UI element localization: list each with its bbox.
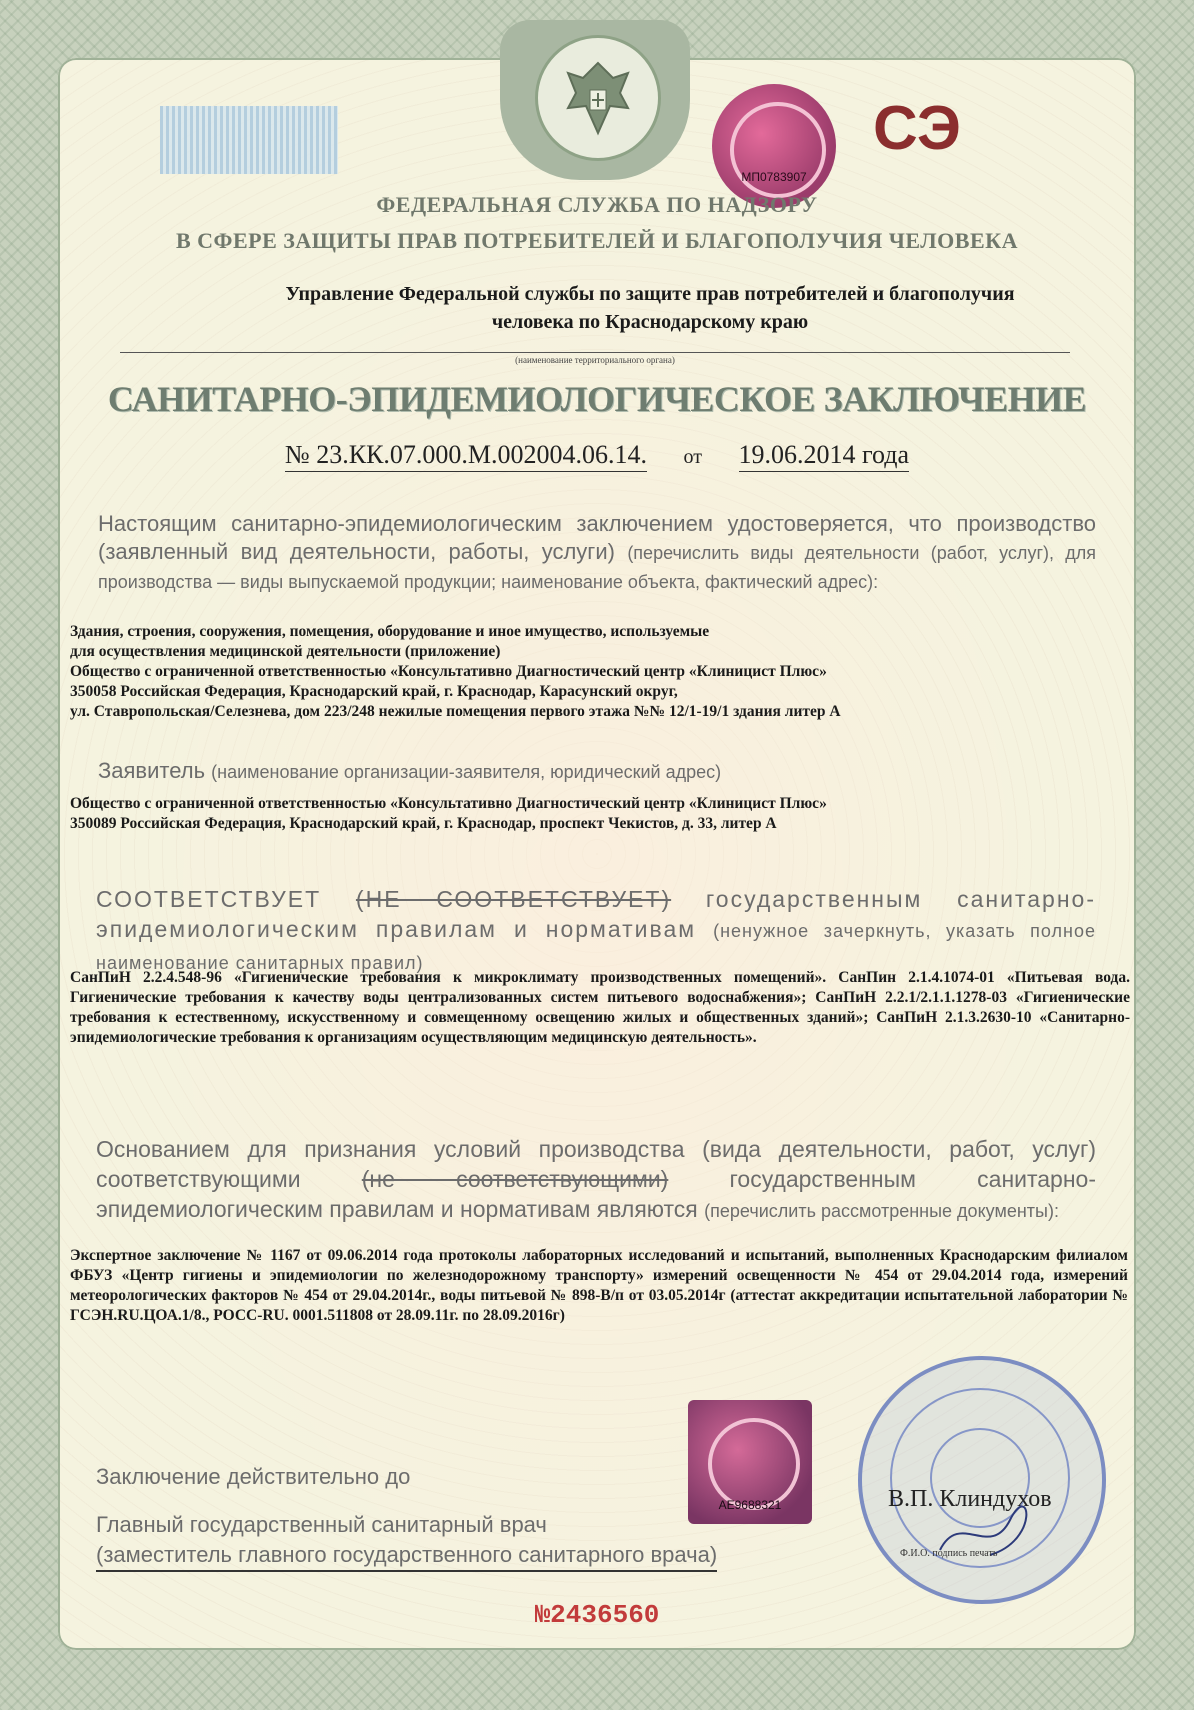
- sanitary-rules-list: СанПиН 2.2.4.548-96 «Гигиенические требования к микроклимату производственных помещений». СанПин 2.1.4.1074-01 «Питьевая вода. Гигиенические требования к качеству воды централизованных систем питьевого водоснабжения»; СанПиН 2.2.1/2.1.1.1278-03 «Гигиенические требования к естественному, искусственному и совмещенному освещению жилых и общественных зданий»; СанПиН 2.1.3.2630-10 «Санитарно-эпидемиологические требования к организациям осуществляющим медицинскую деятельность».: [70, 969, 1130, 1046]
- applicant-details: [70, 794, 1130, 834]
- document-number: № 23.КК.07.000.М.002004.06.14.: [285, 440, 647, 472]
- territorial-department: [160, 280, 1140, 336]
- document-number-line: [0, 440, 1194, 470]
- serial-number: №2436560: [534, 1600, 660, 1630]
- compliance-note: (ненужное зачеркнуть, указать полное наименование санитарных правил): [96, 921, 1096, 973]
- document-title: САНИТАРНО-ЭПИДЕМИОЛОГИЧЕСКОЕ ЗАКЛЮЧЕНИЕ: [107, 379, 1087, 419]
- applicant-line: 350089 Российская Федерация, Краснодарский край, г. Краснодар, проспект Чекистов, д. 33, литер А: [70, 815, 777, 832]
- hologram-seal-icon: [688, 1400, 812, 1524]
- object-description: [70, 622, 1130, 722]
- basis-text-a: Основанием для признания условий производства (вида деятельности, работ, услуг) соответствующими: [96, 1136, 1096, 1192]
- intro-paragraph: [98, 510, 1096, 596]
- divider: [120, 352, 1070, 353]
- document-date: 19.06.2014 года: [739, 440, 910, 472]
- signature-scribble-icon: [930, 1500, 1050, 1570]
- basis-statement: [96, 1134, 1096, 1226]
- department-line2: человека по Краснодарскому краю: [491, 311, 809, 333]
- intro-text: Настоящим санитарно-эпидемиологическим заключением удостоверяется, что производство (заявленный вид деятельности, работы, услуги): [98, 511, 1096, 564]
- applicant-label: Заявитель: [98, 758, 206, 783]
- object-line: Общество с ограниченной ответственностью «Консультативно Диагностический центр «Клиницист Плюс»: [70, 663, 827, 680]
- applicant-note: (наименование организации-заявителя, юридический адрес): [211, 762, 722, 782]
- hologram-code: АЕ9688321: [718, 1498, 782, 1512]
- complies-word: СООТВЕТСТВУЕТ: [96, 886, 322, 912]
- from-label: от: [683, 446, 703, 468]
- object-line: ул. Ставропольская/Селезнева, дом 223/248 нежилые помещения первого этажа №№ 12/1-19/1 здания литер А: [70, 703, 841, 720]
- applicant-line: Общество с ограниченной ответственностью «Консультативно Диагностический центр «Клиницист Плюс»: [70, 795, 827, 812]
- basis-struck: (не соответствующими): [361, 1166, 669, 1192]
- not-complies-struck: (НЕ СООТВЕТСТВУЕТ): [355, 886, 672, 912]
- signature-caption: Ф.И.О. подпись печать: [900, 1548, 998, 1559]
- coat-of-arms-emblem: [490, 10, 700, 190]
- object-line: Здания, строения, сооружения, помещения, оборудование и иное имущество, используемые: [70, 623, 710, 640]
- object-line: для осуществления медицинской деятельности (приложение): [70, 643, 501, 660]
- applicant-heading: [98, 758, 1096, 784]
- hologram-strip: [160, 106, 338, 174]
- basis-note: (перечислить рассмотренные документы):: [704, 1201, 1059, 1221]
- agency-name-line2: В СФЕРЕ ЗАЩИТЫ ПРАВ ПОТРЕБИТЕЛЕЙ И БЛАГОПОЛУЧИЯ ЧЕЛОВЕКА: [176, 228, 1018, 253]
- deputy-title: (заместитель главного государственного санитарного врача): [96, 1542, 717, 1572]
- basis-documents: Экспертное заключение № 1167 от 09.06.2014 года протоколы лабораторных исследований и испытаний, выполненных Краснодарским филиалом ФБУЗ «Центр гигиены и эпидемиологии по железнодорожному транспорту» измерений освещенности № 454 от 29.04.2014 года, измерений метеорологических факторов № 454 от 29.04.2014г., воды питьевой № 898-В/п от 03.05.2014г (аттестат аккредитации испытательной лаборатории № ГСЭН.RU.ЦОА.1/8., РОСС-RU. 0001.511808 от 28.09.11г. по 28.09.2016г): [70, 1247, 1128, 1324]
- se-logo-icon: СЭ: [872, 94, 962, 163]
- basis-text-b: государственным санитарно-эпидемиологическим правилам и нормативам являются: [96, 1166, 1096, 1222]
- department-caption: (наименование территориального органа): [515, 355, 675, 365]
- valid-until-label: Заключение действительно до: [96, 1464, 411, 1489]
- compliance-statement: [96, 884, 1096, 978]
- object-line: 350058 Российская Федерация, Краснодарский край, г. Краснодар, Карасунский округ,: [70, 683, 678, 700]
- agency-name-line1: ФЕДЕРАЛЬНАЯ СЛУЖБА ПО НАДЗОРУ: [376, 192, 818, 217]
- compliance-text: государственным санитарно-эпидемиологическим правилам и нормативам: [96, 886, 1096, 942]
- seal-code: МП0783907: [741, 170, 807, 184]
- double-eagle-icon: [538, 38, 658, 158]
- chief-doctor-title: Главный государственный санитарный врач: [96, 1512, 547, 1537]
- intro-note: (перечислить виды деятельности (работ, услуг), для производства — виды выпускаемой продукции; наименование объекта, фактический адрес):: [98, 543, 1096, 592]
- certification-seal-icon: [712, 84, 836, 208]
- department-line1: Управление Федеральной службы по защите прав потребителей и благополучия: [285, 283, 1015, 305]
- signer-name: В.П. Клиндухов: [888, 1486, 1052, 1512]
